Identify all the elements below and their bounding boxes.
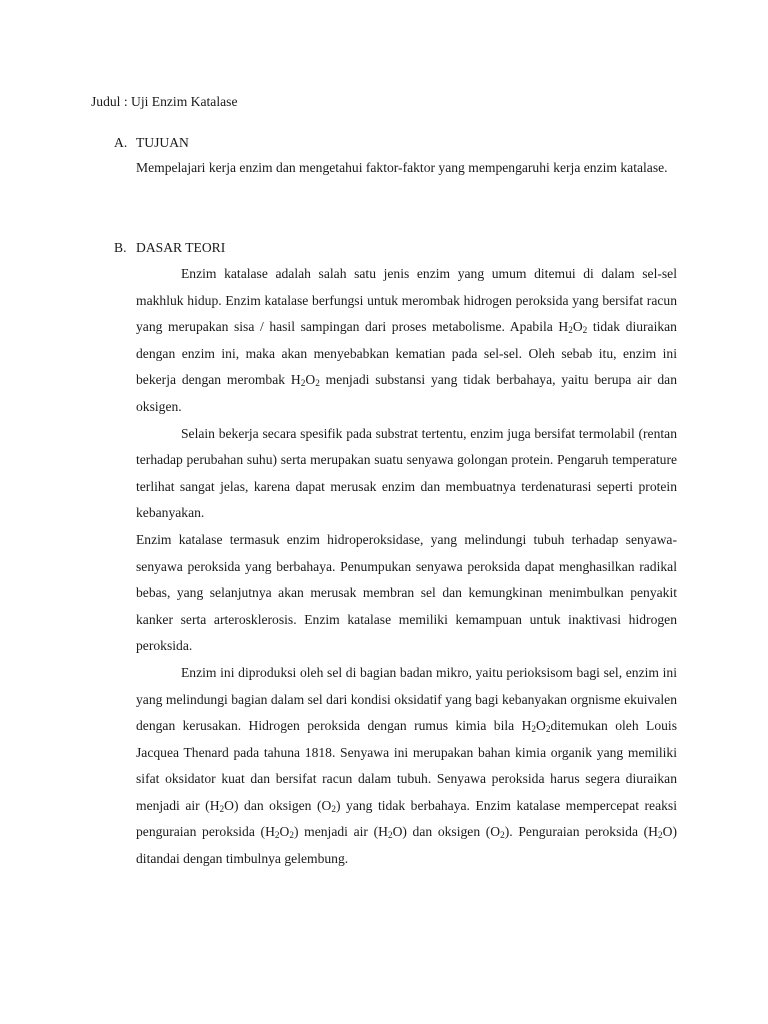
document-title: Judul : Uji Enzim Katalase [91, 94, 238, 109]
section-b-body [136, 261, 677, 873]
section-a-letter: A. [114, 135, 128, 150]
section-a-title: TUJUAN [136, 135, 189, 150]
dasar-teori-paragraph-2: Selain bekerja secara spesifik pada substrat tertentu, enzim juga bersifat termolabil (rentan terhadap perubahan suhu) serta merupakan suatu senyawa golongan protein. Pengaruh temperature terlihat sangat jelas, karena dapat merusak enzim dan membuatnya terdenaturasi seperti protein kebanyakan. [136, 425, 677, 521]
dasar-teori-paragraph-3: Enzim katalase termasuk enzim hidroperoksidase, yang melindungi tubuh terhadap senyawa-senyawa peroksida yang berbahaya. Penumpukan senyawa peroksida dapat menghasilkan radikal bebas, yang selanjutnya akan merusak membran sel dan kemungkinan menimbulkan penyakit kanker serta arterosklerosis. Enzim katalase memiliki kemampuan untuk inaktivasi hidrogen peroksida. [136, 531, 677, 654]
section-b-title: DASAR TEORI [136, 240, 226, 255]
tujuan-paragraph: Mempelajari kerja enzim dan mengetahui faktor-faktor yang mempengaruhi kerja enzim katalase. [136, 160, 668, 175]
section-b-heading [114, 238, 225, 258]
dasar-teori-paragraph-1: Enzim katalase adalah salah satu jenis enzim yang umum ditemui di dalam sel-sel makhluk hidup. Enzim katalase berfungsi untuk merombak hidrogen peroksida yang bersifat racun yang merupakan sisa / hasil sampingan dari proses metabolisme. Apabila $H_2O_2$ tidak diuraikan dengan enzim ini, maka akan menyebabkan kematian pada sel-sel. Oleh sebab itu, enzim ini bekerja dengan merombak $H_2O_2$ menjadi substansi yang tidak berbahaya, yaitu berupa air dan oksigen. [136, 266, 677, 414]
section-a-heading [114, 133, 189, 153]
section-a-body [136, 155, 677, 182]
section-b-letter: B. [114, 240, 127, 255]
dasar-teori-paragraph-4: Enzim ini diproduksi oleh sel di bagian badan mikro, yaitu perioksisom bagi sel, enzim ini yang melindungi bagian dalam sel dari kondisi oksidatif yang bagi kebanyakan orgnisme ekuivalen dengan kerusakan. Hidrogen peroksida dengan rumus kimia bila $H_2O_2ditemukan$ oleh Louis Jacquea Thenard pada tahuna 1818. Senyawa ini merupakan bahan kimia organik yang memiliki sifat oksidator kuat dan bersifat racun dalam tubuh. Senyawa peroksida harus segera diuraikan menjadi air $(H_2O)$ dan oksigen $(O_2)$ yang tidak berbahaya. Enzim katalase mempercepat reaksi penguraian peroksida $(H_2O_2)$ menjadi air $(H_2O)$ dan oksigen $(O_2)$. Penguraian peroksida $(H_2O)$ ditandai dengan timbulnya gelembung. [136, 664, 677, 867]
